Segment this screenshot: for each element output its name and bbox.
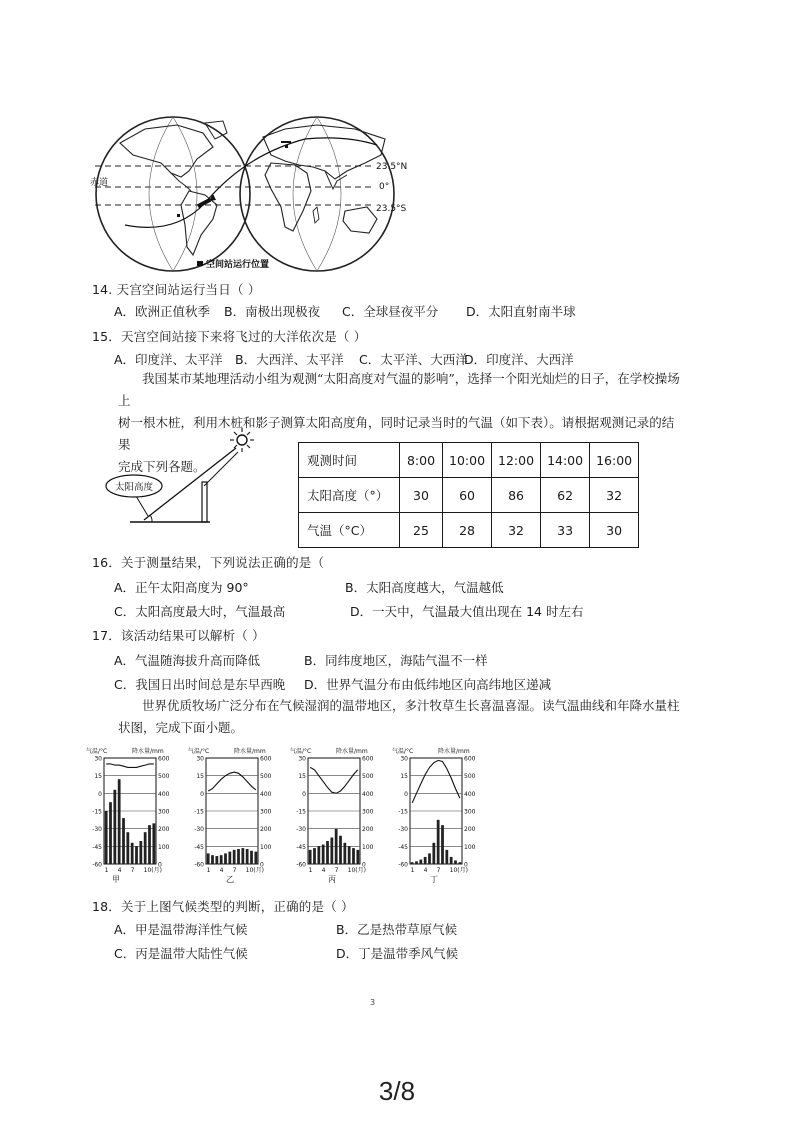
question-14-option-d[interactable]: D．太阳直射南半球 — [466, 304, 576, 319]
temperature-curve — [412, 760, 460, 802]
precip-tick-label: 600 — [158, 755, 170, 763]
precip-tick-label: 500 — [260, 773, 272, 781]
table-row-label: 太阳高度（°） — [299, 478, 400, 513]
table-cell: 30 — [590, 513, 639, 548]
precip-bar — [411, 862, 414, 864]
precip-bar — [432, 843, 435, 864]
table-header-cell: 12:00 — [492, 443, 541, 478]
question-14-option-b[interactable]: B．南极出现极夜 — [224, 304, 321, 319]
precip-bar — [126, 832, 129, 864]
table-row-label: 气温（°C） — [299, 513, 400, 548]
world-map — [85, 115, 425, 277]
month-tick-label: 1 — [410, 867, 415, 874]
temp-tick-label: 0 — [404, 790, 408, 798]
precip-axis-title: 降水量/mm — [438, 748, 470, 755]
precip-bar — [122, 818, 125, 864]
small-page-number: 3 — [370, 998, 376, 1007]
table-cell: 33 — [541, 513, 590, 548]
temp-tick-label: 30 — [298, 755, 306, 763]
month-tick-label: 1 — [206, 867, 211, 874]
question-17-option-c[interactable]: C．我国日出时间总是东早西晚 — [114, 677, 286, 692]
precip-bar — [458, 862, 461, 864]
question-14-option-c[interactable]: C．全球昼夜平分 — [342, 304, 439, 319]
month-tick-label: 7 — [130, 867, 135, 874]
precip-bar — [450, 857, 453, 864]
passage-1-line-3: 完成下列各题。 — [118, 459, 206, 474]
question-17-option-d[interactable]: D．世界气温分布由低纬地区向高纬地区递减 — [304, 677, 552, 692]
table-header-cell: 观测时间 — [299, 443, 400, 478]
precip-bar — [207, 853, 210, 864]
precip-tick-label: 400 — [362, 790, 374, 798]
temp-axis-title: 气温/°C — [290, 748, 312, 755]
temperature-curve — [310, 767, 358, 793]
western-hemisphere — [96, 117, 250, 271]
temp-tick-label: 30 — [196, 755, 204, 763]
temp-tick-label: -30 — [398, 826, 408, 834]
precip-tick-label: 100 — [260, 843, 272, 851]
precip-tick-label: 0 — [464, 861, 468, 869]
precip-bar — [139, 841, 142, 864]
precip-bar — [135, 846, 138, 864]
precip-tick-label: 0 — [158, 861, 162, 869]
chart-name: 丁 — [430, 875, 438, 884]
temp-tick-label: -15 — [194, 808, 204, 816]
question-17-option-b[interactable]: B．同纬度地区，海陆气温不一样 — [304, 653, 488, 668]
precip-tick-label: 300 — [464, 808, 476, 816]
climate-charts — [84, 744, 504, 886]
passage-2-line-1: 世界优质牧场广泛分布在气候湿润的温带地区，多汁牧草生长喜温喜湿。读气温曲线和年降水量柱 — [142, 698, 680, 713]
table-cell: 60 — [443, 478, 492, 513]
precip-tick-label: 100 — [464, 843, 476, 851]
temp-tick-label: -30 — [296, 826, 306, 834]
question-18-option-c[interactable]: C．丙是温带大陆性气候 — [114, 946, 248, 961]
question-16-stem: 16．关于测量结果，下列说法正确的是（ — [92, 555, 325, 570]
precip-bar — [335, 829, 338, 864]
precip-bar — [343, 843, 346, 864]
precip-bar — [445, 850, 448, 864]
precip-bar — [441, 825, 444, 864]
precip-tick-label: 500 — [158, 773, 170, 781]
table-header-row — [299, 443, 639, 478]
precip-tick-label: 200 — [158, 826, 170, 834]
precip-bar — [224, 853, 227, 864]
chart-name: 乙 — [226, 875, 234, 884]
precip-bar — [144, 832, 147, 864]
precip-tick-label: 500 — [464, 773, 476, 781]
precip-tick-label: 200 — [362, 826, 374, 834]
precip-axis-title: 降水量/mm — [234, 748, 266, 755]
precip-bar — [317, 846, 320, 864]
precip-bar — [326, 841, 329, 864]
eastern-hemisphere — [240, 117, 394, 271]
table-header-cell: 14:00 — [541, 443, 590, 478]
precip-tick-label: 300 — [260, 808, 272, 816]
precip-bar — [220, 855, 223, 864]
precip-bar — [348, 846, 351, 864]
question-14-option-a[interactable]: A．欧洲正值秋季 — [114, 304, 211, 319]
passage-2 — [118, 695, 680, 739]
precip-bar — [330, 838, 333, 865]
question-16-option-d[interactable]: D．一天中，气温最大值出现在 14 时左右 — [350, 604, 584, 619]
precip-bar — [424, 857, 427, 864]
temp-tick-label: -45 — [92, 843, 102, 851]
wooden-pole — [202, 482, 207, 522]
precip-tick-label: 600 — [362, 755, 374, 763]
temp-tick-label: -45 — [398, 843, 408, 851]
precip-bar — [215, 856, 218, 864]
month-tick-label: 7 — [232, 867, 237, 874]
precip-bar — [118, 779, 121, 864]
temp-tick-label: -30 — [194, 826, 204, 834]
precip-bar — [211, 855, 214, 864]
temp-tick-label: -30 — [92, 826, 102, 834]
table-cell: 28 — [443, 513, 492, 548]
temperature-curve — [106, 764, 154, 768]
lat-label-23s: 23.5°S — [376, 204, 407, 214]
month-tick-label: 4 — [321, 867, 326, 874]
precip-bar — [109, 802, 112, 864]
temp-tick-label: 30 — [400, 755, 408, 763]
table-cell: 30 — [400, 478, 443, 513]
question-17-option-a[interactable]: A．气温随海拔升高而降低 — [114, 653, 261, 668]
precip-tick-label: 100 — [158, 843, 170, 851]
passage-2-line-2: 状图，完成下面小题。 — [118, 720, 244, 735]
month-tick-label: 10(月) — [245, 867, 264, 874]
question-16-option-a[interactable]: A．正午太阳高度为 90° — [114, 580, 249, 595]
table-cell: 86 — [492, 478, 541, 513]
month-tick-label: 4 — [423, 867, 428, 874]
precip-bar — [131, 843, 134, 864]
question-16-option-c[interactable]: C．太阳高度最大时，气温最高 — [114, 604, 286, 619]
table-header-cell: 16:00 — [590, 443, 639, 478]
month-tick-label: 10(月) — [347, 867, 366, 874]
month-tick-label: 4 — [117, 867, 122, 874]
precip-tick-label: 400 — [260, 790, 272, 798]
precip-tick-label: 200 — [464, 826, 476, 834]
precip-bar — [454, 860, 457, 864]
precip-tick-label: 600 — [464, 755, 476, 763]
precip-tick-label: 300 — [158, 808, 170, 816]
month-tick-label: 4 — [219, 867, 224, 874]
station-position-marker — [197, 198, 211, 208]
temp-axis-title: 气温/°C — [86, 748, 108, 755]
temp-tick-label: 30 — [94, 755, 102, 763]
precip-axis-title: 降水量/mm — [336, 748, 368, 755]
question-17-stem: 17．该活动结果可以解析（ ） — [92, 628, 265, 643]
precip-bar — [322, 845, 325, 864]
sun-icon — [237, 435, 247, 445]
temp-tick-label: -60 — [398, 861, 408, 869]
month-tick-label: 1 — [104, 867, 109, 874]
temp-tick-label: -15 — [398, 808, 408, 816]
climate-charts-svg — [84, 744, 504, 886]
chart-name: 甲 — [112, 875, 120, 884]
precip-tick-label: 200 — [260, 826, 272, 834]
sun-angle-label: 太阳高度 — [114, 482, 154, 493]
month-tick-label: 10(月) — [449, 867, 468, 874]
passage-1-line-1: 我国某市某地理活动小组为观测“太阳高度对气温的影响”，选择一个阳光灿烂的日子，在学校操场上 — [118, 371, 680, 408]
observation-table — [298, 442, 639, 548]
precip-bar — [437, 820, 440, 864]
question-15-option-d[interactable]: D．印度洋、大西洋 — [464, 352, 574, 367]
temp-tick-label: -60 — [92, 861, 102, 869]
question-15-option-a[interactable]: A．印度洋、太平洋 — [114, 352, 223, 367]
equator-label: 赤道 — [90, 178, 109, 188]
temp-axis-title: 气温/°C — [188, 748, 210, 755]
precip-bar — [313, 848, 316, 864]
precip-bar — [339, 836, 342, 864]
table-row — [299, 513, 639, 548]
precip-bar — [152, 823, 155, 864]
table-header-cell: 10:00 — [443, 443, 492, 478]
temp-tick-label: -45 — [296, 843, 306, 851]
lat-label-0: 0° — [379, 182, 390, 192]
temp-tick-label: 0 — [302, 790, 306, 798]
temp-tick-label: -45 — [194, 843, 204, 851]
temp-tick-label: 0 — [200, 790, 204, 798]
sun-angle-diagram — [104, 424, 274, 532]
precip-bar — [105, 811, 108, 864]
question-18-option-b[interactable]: B．乙是热带草原气候 — [336, 922, 458, 937]
precip-bar — [148, 825, 151, 864]
precip-bar — [419, 860, 422, 864]
precip-tick-label: 0 — [260, 861, 264, 869]
precip-bar — [250, 851, 253, 864]
precip-tick-label: 600 — [260, 755, 272, 763]
precip-bar — [241, 848, 244, 864]
table-row — [299, 478, 639, 513]
question-15-option-b[interactable]: B．大西洋、太平洋 — [235, 352, 344, 367]
lat-label-23n: 23.5°N — [376, 162, 408, 172]
precip-tick-label: 400 — [158, 790, 170, 798]
temp-tick-label: -60 — [296, 861, 306, 869]
question-14-stem: 14. 天宫空间站运行当日（ ） — [92, 282, 261, 297]
table-header-cell: 8:00 — [400, 443, 443, 478]
question-16-option-b[interactable]: B．太阳高度越大，气温越低 — [345, 580, 504, 595]
temperature-curve — [208, 772, 256, 791]
temp-tick-label: 0 — [98, 790, 102, 798]
map-legend: 空间站运行位置 — [206, 260, 270, 270]
precip-bar — [246, 849, 249, 864]
table-cell: 32 — [590, 478, 639, 513]
question-15-option-c[interactable]: C．太平洋、大西洋 — [359, 352, 468, 367]
temp-tick-label: 15 — [94, 773, 102, 781]
precip-bar — [254, 852, 257, 864]
question-15-stem: 15．天宫空间站接下来将飞过的大洋依次是（ ） — [92, 329, 367, 344]
precip-bar — [428, 853, 431, 864]
precip-bar — [237, 849, 240, 864]
temp-tick-label: 15 — [400, 773, 408, 781]
precip-tick-label: 300 — [362, 808, 374, 816]
month-tick-label: 7 — [436, 867, 441, 874]
month-tick-label: 1 — [308, 867, 313, 874]
precip-bar — [228, 852, 231, 864]
temp-tick-label: -15 — [296, 808, 306, 816]
table-cell: 32 — [492, 513, 541, 548]
table-cell: 62 — [541, 478, 590, 513]
month-tick-label: 7 — [334, 867, 339, 874]
page-indicator: 3/8 — [378, 1076, 416, 1106]
question-18-option-a[interactable]: A．甲是温带海洋性气候 — [114, 922, 248, 937]
precip-tick-label: 400 — [464, 790, 476, 798]
precip-bar — [415, 861, 418, 864]
chart-name: 丙 — [328, 875, 336, 884]
precip-tick-label: 0 — [362, 861, 366, 869]
precip-tick-label: 100 — [362, 843, 374, 851]
temp-tick-label: 15 — [298, 773, 306, 781]
passage-1-line-2: 树一根木桩，利用木桩和影子测算太阳高度角，同时记录当时的气温（如下表）。请根据观测记录的结果 — [118, 415, 675, 452]
precip-tick-label: 500 — [362, 773, 374, 781]
precip-bar — [309, 850, 312, 864]
precip-bar — [352, 848, 355, 864]
question-18-option-d[interactable]: D．丁是温带季风气候 — [336, 946, 459, 961]
precip-axis-title: 降水量/mm — [132, 748, 164, 755]
temp-axis-title: 气温/°C — [392, 748, 414, 755]
temp-tick-label: 15 — [196, 773, 204, 781]
precip-bar — [113, 790, 116, 864]
question-18-stem: 18．关于上图气候类型的判断，正确的是（ ） — [92, 899, 354, 914]
table-cell: 25 — [400, 513, 443, 548]
temp-tick-label: -60 — [194, 861, 204, 869]
precip-bar — [233, 850, 236, 864]
precip-bar — [356, 850, 359, 864]
legend-marker-icon — [197, 261, 203, 266]
month-tick-label: 10(月) — [143, 867, 162, 874]
temp-tick-label: -15 — [92, 808, 102, 816]
